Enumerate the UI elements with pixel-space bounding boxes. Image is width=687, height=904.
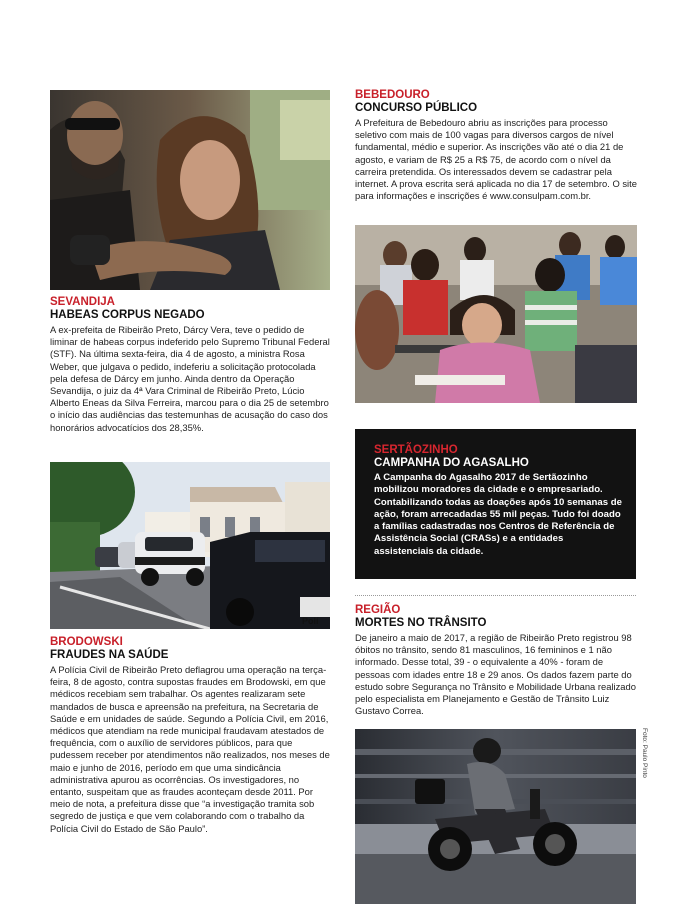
- headline: MORTES NO TRÂNSITO: [355, 617, 487, 629]
- article-body: A Campanha do Agasalho 2017 de Sertãozinho mobilizou moradores da cidade e o empresariado. Contabilizando todas as doações após 10 semanas de ação, foram arrecadadas 55 mil peças. Tudo foi doado a famílias cadastradas nos Centros de Referência de Assistência Social (CRASs) e a entidades assistenciais da cidade.: [374, 472, 622, 557]
- brodowski-photo: [50, 462, 330, 629]
- regiao-photo: [355, 729, 636, 904]
- article-body: A Prefeitura de Bebedouro abriu as inscrições para processo seletivo com mais de 100 vagas para diversos cargos de nível fundamental, médio e superior. As inscrições vão até o dia 21 de agosto, e variam de R$ 25 a R$ 75, de acordo com o nível da carreira pretendida. Os interessados devem se cadastrar pela internet. A prova escrita será aplicada no dia 17 de setembro. O site para informações e inscrições é www.consulpam.com.br.: [355, 117, 637, 202]
- headline: CAMPANHA DO AGASALHO: [374, 457, 529, 469]
- kicker: SERTÃOZINHO: [374, 444, 458, 456]
- headline: FRAUDES NA SAÚDE: [50, 649, 169, 661]
- kicker: SEVANDIJA: [50, 296, 115, 308]
- section-divider: [355, 595, 636, 596]
- article-body: A ex-prefeita de Ribeirão Preto, Dárcy Vera, teve o pedido de liminar de habeas corpus indeferido pelo Supremo Tribunal Federal (STF). Na última sexta-feira, dia 4 de agosto, a ministra Rosa Weber, que julgava o pedido, indeferiu a solicitação protocolada pela defesa de Dárcy em junho. Ainda dentro da Operação Sevandija, o juiz da 4ª Vara Criminal de Ribeirão Preto, Lúcio Alberto Eneas da Silva Ferreira, marcou para o dia 25 de setembro o início das audiências das testemunhas de acusação do caso dos honorários advocatícios dos 28,35%.: [50, 324, 330, 433]
- kicker: BRODOWSKI: [50, 636, 123, 648]
- kicker: REGIÃO: [355, 604, 401, 616]
- article-regiao: [355, 604, 637, 717]
- photo-credit: Foto: Paulo Pinto: [641, 728, 648, 778]
- headline: HABEAS CORPUS NEGADO: [50, 309, 205, 321]
- sertaozinho-box: [355, 429, 636, 579]
- headline: CONCURSO PÚBLICO: [355, 102, 478, 114]
- article-sevandija: [50, 296, 332, 434]
- bebedouro-photo: [355, 225, 637, 403]
- article-brodowski: [50, 636, 332, 835]
- kicker: BEBEDOURO: [355, 89, 430, 101]
- sevandija-photo: [50, 90, 330, 290]
- article-body: De janeiro a maio de 2017, a região de Ribeirão Preto registrou 98 óbitos no trânsito, sendo 81 masculinos, 16 femininos e 1 não informado. Desse total, 39 - o equivalente a 40% - foram de pessoas com idades entre 18 e 29 anos. Os dados fazem parte do estudo sobre Segurança no Trânsito e Mobilidade Urbana realizado pelo especialista em Planejamento e Gestão de Trânsito Luiz Gustavo Correa.: [355, 632, 636, 717]
- car-door-label: Polí: [302, 616, 319, 626]
- article-bebedouro: [355, 89, 637, 202]
- article-body: A Polícia Civil de Ribeirão Preto deflagrou uma operação na terça-feira, 8 de agosto, contra supostas fraudes em Brodowski, em que médicos recebiam sem trabalhar. Os agentes realizaram sete mandados de busca e apreensão na prefeitura, na Secretaria de Saúde e em unidades de saúde. Segundo a Polícia Civil, em 2016, médicos que atendiam na rede municipal fraudavam atestados de frequência, com o auxílio de servidores públicos, para que pudessem receber por atendimentos não realizados, nos meses de maio e junho de 2016, período em que uma sindicância administrativa apurou as ocorrências. Os investigadores, no entanto, suspeitam que as fraudes aconteçam desde 2011. Por meio de nota, a prefeitura disse que “a investigação tramita sob segredo de justiça e que vem colaborando com o trabalho da Polícia Civil do Estado de São Paulo”.: [50, 664, 330, 834]
